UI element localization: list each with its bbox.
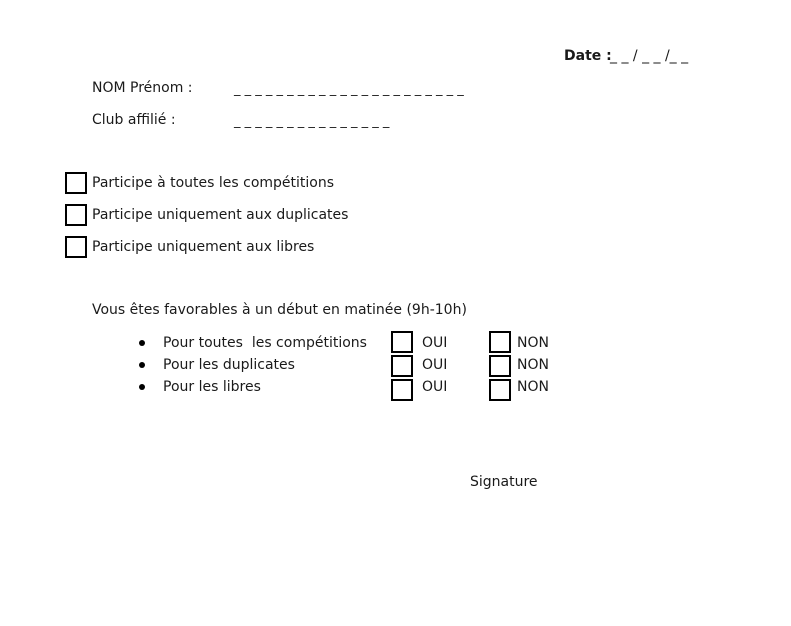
matinee-all-non-checkbox[interactable] (489, 331, 511, 353)
oui-label: OUI (422, 335, 448, 351)
matinee-duplicates-oui-checkbox[interactable] (391, 355, 413, 377)
non-label: NON (517, 379, 549, 395)
matinee-row-label-libres: Pour les libres (163, 379, 261, 395)
participation-checkbox-duplicates[interactable] (65, 204, 87, 226)
club-blank[interactable]: _ _ _ _ _ _ _ _ _ _ _ _ _ _ _ (234, 114, 390, 129)
date-blank[interactable]: _ _ / _ _ /_ _ (610, 48, 689, 64)
bullet-icon (139, 340, 145, 346)
signature-label: Signature (470, 474, 538, 490)
name-label: NOM Prénom : (92, 80, 193, 96)
date-label: Date : (564, 48, 612, 64)
non-label: NON (517, 357, 549, 373)
bullet-icon (139, 362, 145, 368)
matinee-question: Vous êtes favorables à un début en matinée (9h-10h) (92, 302, 467, 318)
club-label: Club affilié : (92, 112, 176, 128)
name-blank[interactable]: _ _ _ _ _ _ _ _ _ _ _ _ _ _ _ _ _ _ _ _ _ _ (234, 82, 464, 97)
matinee-libres-oui-checkbox[interactable] (391, 379, 413, 401)
participation-checkbox-all[interactable] (65, 172, 87, 194)
oui-label: OUI (422, 357, 448, 373)
participation-label-all: Participe à toutes les compétitions (92, 175, 335, 191)
matinee-all-oui-checkbox[interactable] (391, 331, 413, 353)
matinee-libres-non-checkbox[interactable] (489, 379, 511, 401)
matinee-duplicates-non-checkbox[interactable] (489, 355, 511, 377)
matinee-row-label-all: Pour toutes les compétitions (163, 335, 367, 351)
participation-checkbox-libres[interactable] (65, 236, 87, 258)
bullet-icon (139, 384, 145, 390)
oui-label: OUI (422, 379, 448, 395)
matinee-row-label-duplicates: Pour les duplicates (163, 357, 295, 373)
participation-label-duplicates: Participe uniquement aux duplicates (92, 207, 349, 223)
participation-label-libres: Participe uniquement aux libres (92, 239, 315, 255)
non-label: NON (517, 335, 549, 351)
